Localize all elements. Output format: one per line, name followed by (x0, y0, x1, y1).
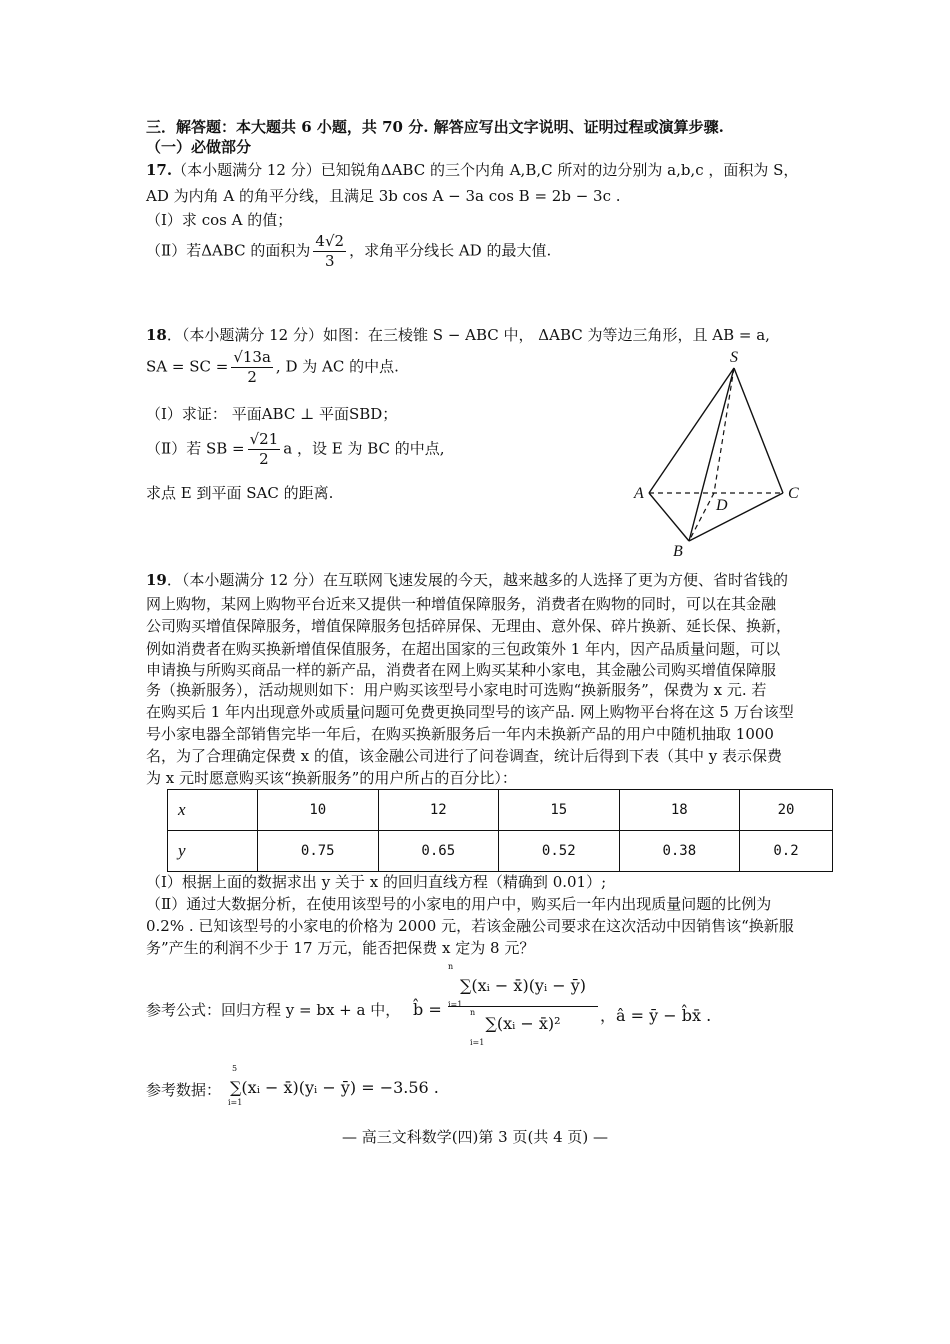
q17-frac-num: 4√2 (315, 232, 345, 250)
q17-line2: AD 为内角 A 的角平分线，且满足 3b cos A − 3a cos B = 2b − 3c . (146, 187, 621, 205)
q18-frac1-num: √13a (233, 348, 271, 366)
q19-part2-line2: 0.2% . 已知该型号的小家电的价格为 2000 元，若该金融公司要求在这次活动中因销售该“换新服 (146, 917, 794, 935)
q18-part1: （Ⅰ）求证： 平面ABC ⊥ 平面SBD； (146, 405, 398, 423)
table-header-y: y (168, 831, 258, 872)
formula-b-lhs: b̂ = (413, 1000, 442, 1019)
sum-upper-1: n (448, 962, 454, 971)
edge-ab (649, 493, 689, 541)
formula-b-bar (448, 1006, 598, 1007)
q18-frac2-den: 2 (259, 449, 269, 468)
q18-line1 (146, 325, 770, 345)
edge-sa (649, 368, 734, 493)
table-cell: 0.38 (619, 831, 740, 872)
q18-line2 (146, 348, 399, 387)
q18-part2-post: a ，设 E 为 BC 的中点, (283, 439, 445, 458)
table-cell: 20 (740, 790, 833, 831)
q19-text-line2: 公司购买增值保障服务，增值保障服务包括碎屏保、无理由、意外保、碎片换新、延长保、换新， (146, 617, 792, 635)
table-row (168, 831, 833, 872)
data-label: 参考数据： (146, 1081, 222, 1099)
survey-table (167, 789, 833, 872)
q19-text-line1: 网上购物，某网上购物平台近来又提供一种增值保障服务，消费者在购物的同时，可以在其金融 (146, 595, 777, 613)
table-cell: 12 (378, 790, 499, 831)
label-a: A (634, 485, 644, 502)
table-cell: 0.75 (258, 831, 379, 872)
sum-lower-3: i=1 (228, 1098, 243, 1107)
edge-bc (689, 493, 783, 541)
q18-part2-line2: 求点 E 到平面 SAC 的距离. (146, 484, 334, 502)
q18-part2-pre: （Ⅱ）若 SB = (146, 439, 245, 458)
q19-text-line5: 务（换新服务），活动规则如下：用户购买该型号小家电时可选购“换新服务”，保费为 x 元. 若 (146, 681, 767, 699)
q17-score: （本小题满分 12 分） (172, 161, 321, 179)
label-s: S (730, 349, 738, 366)
q17-part2-pre: （Ⅱ）若ΔABC 的面积为 (146, 241, 311, 260)
q18-text-line1: 如图：在三棱锥 S − ABC 中， ΔABC 为等边三角形，且 AB = a, (323, 326, 770, 344)
q19-part2-line3: 务”产生的利润不少于 17 万元，能否把保费 x 定为 8 元？ (146, 939, 535, 957)
table-header-x: x (168, 790, 258, 831)
sum-lower-1: i=1 (448, 1000, 463, 1009)
edge-sd-hidden (714, 368, 734, 493)
q18-frac1-den: 2 (247, 367, 257, 386)
data-value: ∑(xᵢ − x̄)(yᵢ − ȳ) = −3.56 . (230, 1078, 439, 1097)
formula-b-num: ∑(xᵢ − x̄)(yᵢ − ȳ) (459, 976, 587, 995)
q18-score: ．（本小题满分 12 分） (166, 326, 323, 344)
q19-text-line9: 为 x 元时愿意购买该“换新服务”的用户所占的百分比）： (146, 769, 517, 787)
q19-text-line6: 在购买后 1 年内出现意外或质量问题可免费更换同型号的该产品. 网上购物平台将在这 5 万台该型 (146, 703, 794, 721)
q19-number: 19 (146, 571, 167, 589)
page-footer: — 高三文科数学(四)第 3 页(共 4 页) — (341, 1128, 609, 1146)
table-cell: 18 (619, 790, 740, 831)
formula-label: 参考公式：回归方程 y = bx + a 中， (146, 1001, 401, 1019)
label-c: C (788, 485, 799, 502)
q18-line2-pre: SA = SC = (146, 357, 229, 376)
q17-text-line1: 已知锐角ΔABC 的三个内角 A,B,C 所对的边分别为 a,b,c ，面积为 S， (320, 161, 799, 179)
q19-text-line4: 申请换与所购买商品一样的新产品，消费者在网上购买某种小家电，其金融公司购买增值保障服 (146, 661, 777, 679)
edge-sb (689, 368, 734, 541)
section-title: 三．解答题：本大题共 6 小题，共 70 分. 解答应写出文字说明、证明过程或演算步骤. (146, 118, 724, 136)
sum-upper-5: 5 (232, 1064, 238, 1073)
q17-area-fraction (313, 232, 346, 271)
edge-bd-hidden (689, 493, 714, 541)
q17-part1: （Ⅰ）求 cos A 的值； (146, 211, 293, 229)
formula-b-den: ∑(xᵢ − x̄)² (485, 1014, 561, 1033)
section-subtitle: （一）必做部分 (146, 138, 252, 156)
q17-number: 17. (146, 161, 173, 179)
edge-sc (734, 368, 783, 493)
q18-line2-post: , D 为 AC 的中点. (275, 357, 399, 376)
q17-frac-den: 3 (324, 251, 335, 270)
sum-upper-2: n (470, 1008, 476, 1017)
sum-lower-2: i=1 (470, 1038, 485, 1047)
label-b: B (673, 543, 683, 560)
formula-a: ，â = ȳ − b̂x̄ . (600, 1006, 712, 1025)
q18-frac2-num: √21 (249, 430, 279, 448)
table-cell: 10 (258, 790, 379, 831)
q17-part2-post: ，求角平分线长 AD 的最大值. (349, 241, 552, 260)
q17-line1 (146, 160, 798, 180)
tetrahedron-figure (630, 345, 800, 560)
q18-part2 (146, 430, 445, 469)
formula-b-fraction (448, 962, 598, 1046)
q18-number: 18 (146, 326, 167, 344)
q19-part1: （Ⅰ）根据上面的数据求出 y 关于 x 的回归直线方程（精确到 0.01）; (146, 873, 607, 891)
table-cell: 15 (499, 790, 620, 831)
q19-text-line7: 号小家电器全部销售完毕一年后，在购买换新服务后一年内未换新产品的用户中随机抽取 1000 (146, 725, 774, 743)
q19-text-line8: 名，为了合理确定保费 x 的值，该金融公司进行了问卷调查，统计后得到下表（其中 y 表示保费 (146, 747, 783, 765)
table-cell: 0.2 (740, 831, 833, 872)
q17-part2 (146, 232, 551, 271)
label-d: D (716, 497, 728, 514)
q18-sa-fraction (231, 348, 273, 387)
table-cell: 0.52 (499, 831, 620, 872)
q19-score: ．（本小题满分 12 分） (166, 571, 323, 589)
q19-text-line0: 在互联网飞速发展的今天，越来越多的人选择了更为方便、省时省钱的 (323, 571, 789, 589)
q18-sb-fraction (248, 430, 281, 469)
table-cell: 0.65 (378, 831, 499, 872)
q19-text-line3: 例如消费者在购买换新增值保值服务，在超出国家的三包政策外 1 年内，因产品质量问题，可以 (146, 640, 781, 658)
q19-line1 (146, 570, 788, 590)
table-row (168, 790, 833, 831)
q19-part2-line1: （Ⅱ）通过大数据分析，在使用该型号的小家电的用户中，购买后一年内出现质量问题的比例为 (146, 895, 772, 913)
